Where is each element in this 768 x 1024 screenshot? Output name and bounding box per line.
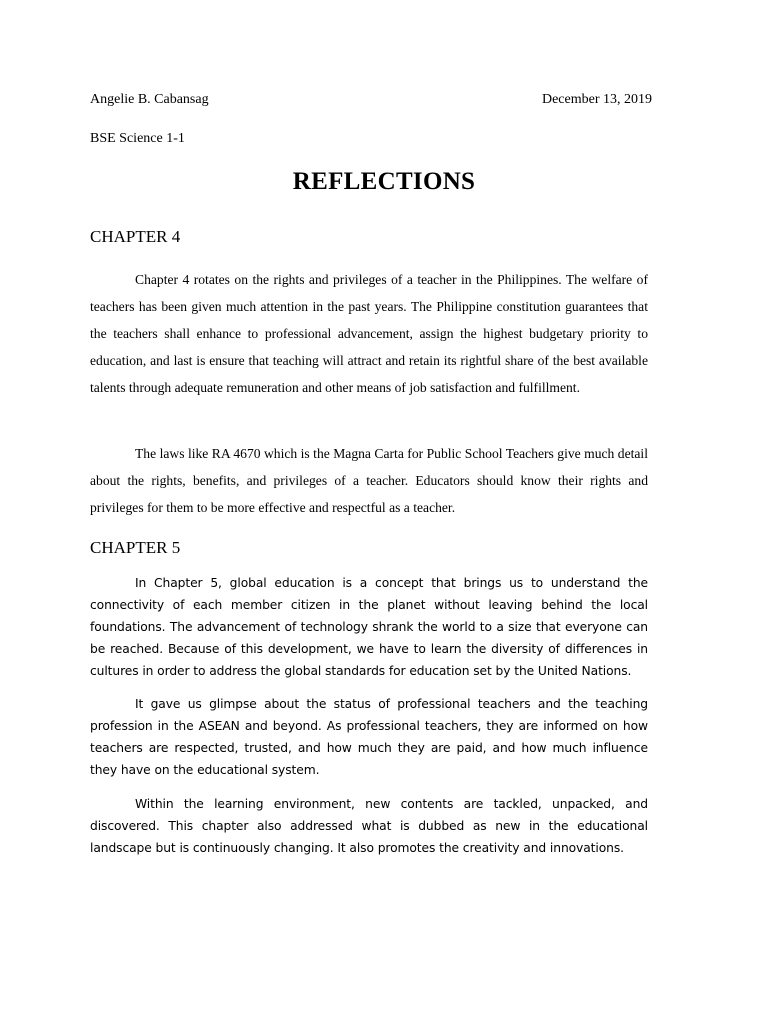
document-title: REFLECTIONS	[292, 168, 476, 195]
author-name: Angelie B. Cabansag	[90, 92, 209, 107]
chapter-4-paragraph-2: The laws like RA 4670 which is the Magna Carta for Public School Teachers give much detail about the rights, benefits, and privileges of a teacher. Educators should know their rights and privileges for them to be more effective and respectful as a teacher.	[90, 446, 648, 515]
chapter-4-paragraph-1: Chapter 4 rotates on the rights and privileges of a teacher in the Philippines. The welfare of teachers has been given much attention in the past years. The Philippine constitution guarantees that the teachers shall enhance to professional advancement, assign the highest budgetary priority to education, and last is ensure that teaching will attract and retain its rightful share of the best available talents through adequate remuneration and other means of job satisfaction and fulfillment.	[90, 272, 648, 395]
chapter-5-paragraph-1: In Chapter 5, global education is a concept that brings us to understand the connectivity of each member citizen in the planet without leaving behind the local foundations. The advancement of technology shrank the world to a size that everyone can be reached. Because of this development, we have to learn the diversity of differences in cultures in order to address the global standards for education set by the United Nations.	[90, 576, 648, 678]
document-date: December 13, 2019	[541, 92, 652, 107]
chapter-5-heading: CHAPTER 5	[90, 538, 181, 557]
chapter-4-heading: CHAPTER 4	[90, 227, 181, 246]
chapter-5-paragraph-3: Within the learning environment, new contents are tackled, unpacked, and discovered. This chapter also addressed what is dubbed as new in the educational landscape but is continuously changing. It also promotes the creativity and innovations.	[90, 797, 648, 855]
course-section: BSE Science 1-1	[90, 131, 185, 146]
chapter-5-paragraph-2: It gave us glimpse about the status of professional teachers and the teaching profession in the ASEAN and beyond. As professional teachers, they are informed on how teachers are respected, trusted, and how much they are paid, and how much influence they have on the educational system.	[90, 697, 648, 777]
document-header	[90, 92, 652, 112]
